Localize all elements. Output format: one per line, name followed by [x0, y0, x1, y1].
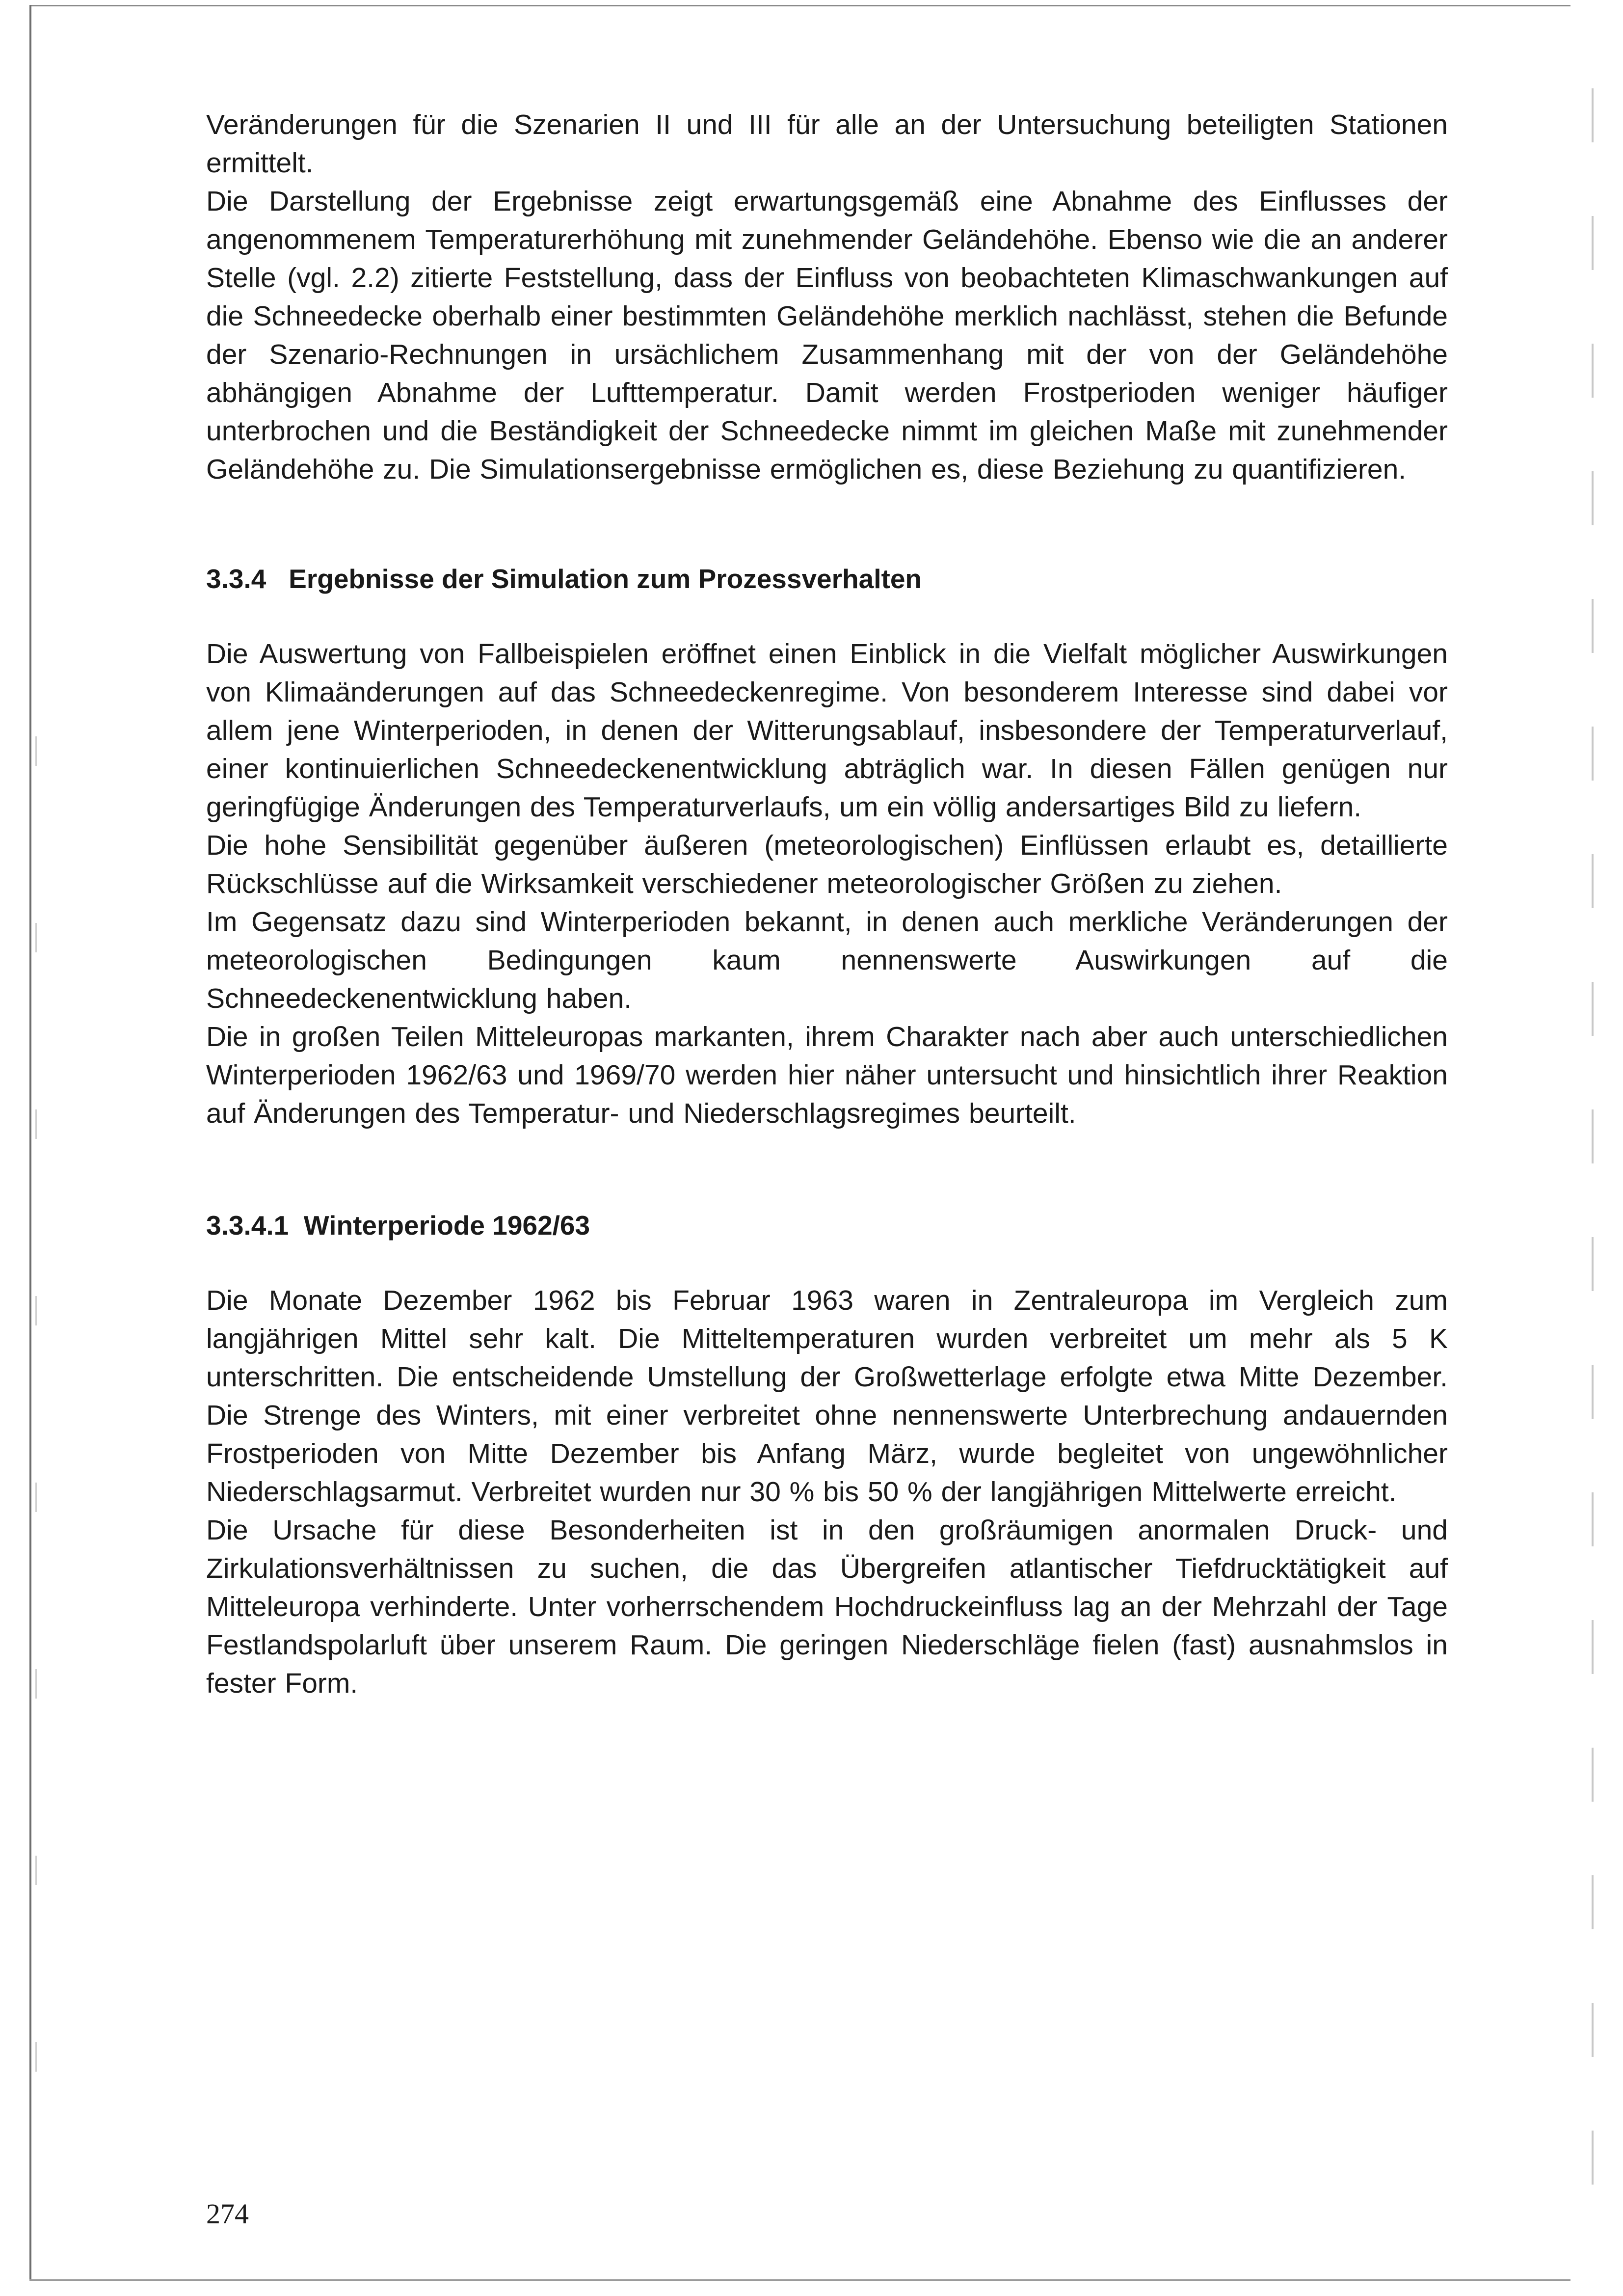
- body-paragraph: Die in großen Teilen Mitteleuropas markanten, ihrem Charakter nach aber auch unterschiedlichen Winterperioden 1962/63 und 1969/70 werden hier näher untersucht und hinsichtlich ihrer Reaktion auf Änderungen des Temperatur- und Niederschlagsregimes beurteilt.: [206, 1021, 1448, 1129]
- body-paragraph: Die Auswertung von Fallbeispielen eröffnet einen Einblick in die Vielfalt möglicher Auswirkungen von Klimaänderungen auf das Schneedeckenregime. Von besonderem Interesse sind dabei vor allem jene Winterperioden, in denen der Witterungsablauf, insbesondere der Temperaturverlauf, einer kontinuierlichen Schneedeckenentwicklung abträglich war. In diesen Fällen genügen nur geringfügige Änderungen des Temperaturverlaufs, um ein völlig andersartiges Bild zu liefern.: [206, 638, 1448, 823]
- page-number: 274: [206, 2198, 249, 2230]
- section-heading-3-3-4: 3.3.4 Ergebnisse der Simulation zum Prozessverhalten: [206, 564, 922, 594]
- section-heading-3-3-4-1: 3.3.4.1 Winterperiode 1962/63: [206, 1210, 590, 1241]
- page-body: [206, 106, 1448, 1702]
- intro-paragraph: Die Darstellung der Ergebnisse zeigt erwartungsgemäß eine Abnahme des Einflusses der angenommenem Temperaturerhöhung mit zunehmender Geländehöhe. Ebenso wie die an anderer Stelle (vgl. 2.2) zitierte Feststellung, dass der Einfluss von beobachteten Klimaschwankungen auf die Schneedecke oberhalb einer bestimmten Geländehöhe merklich nachlässt, stehen die Befunde der Szenario-Rechnungen in ursächlichem Zusammenhang mit der von der Geländehöhe abhängigen Abnahme der Lufttemperatur. Damit werden Frostperioden weniger häufiger unterbrochen und die Beständigkeit der Schneedecke nimmt im gleichen Maße mit zunehmender Geländehöhe zu. Die Simulationsergebnisse ermöglichen es, diese Beziehung zu quantifizieren.: [206, 186, 1448, 485]
- body-paragraph: Die hohe Sensibilität gegenüber äußeren (meteorologischen) Einflüssen erlaubt es, detaillierte Rückschlüsse auf die Wirksamkeit verschiedener meteorologischer Größen zu ziehen.: [206, 830, 1448, 899]
- scan-edge-marks-left: [35, 736, 37, 2160]
- intro-paragraph: Veränderungen für die Szenarien II und III für alle an der Untersuchung beteiligten Stationen ermittelt.: [206, 109, 1448, 179]
- body-paragraph: Die Monate Dezember 1962 bis Februar 1963 waren in Zentraleuropa im Vergleich zum langjährigen Mittel sehr kalt. Die Mitteltemperaturen wurden verbreitet um mehr als 5 K unterschritten. Die entscheidende Umstellung der Großwetterlage erfolgte etwa Mitte Dezember. Die Strenge des Winters, mit einer verbreitet ohne nennenswerte Unterbrechung andauernden Frostperioden von Mitte Dezember bis Anfang März, wurde begleitet von ungewöhnlicher Niederschlagsarmut. Verbreitet wurden nur 30 % bis 50 % der langjährigen Mittelwerte erreicht.: [206, 1285, 1448, 1508]
- scan-edge-marks-right: [1592, 88, 1594, 2248]
- scan-border-top: [29, 5, 1570, 6]
- body-paragraph: Im Gegensatz dazu sind Winterperioden bekannt, in denen auch merkliche Veränderungen der meteorologischen Bedingungen kaum nennenswerte Auswirkungen auf die Schneedeckenentwicklung haben.: [206, 906, 1448, 1014]
- scan-border-left: [29, 5, 31, 2280]
- scan-border-bottom: [29, 2279, 1570, 2281]
- body-paragraph: Die Ursache für diese Besonderheiten ist in den großräumigen anormalen Druck- und Zirkulationsverhältnissen zu suchen, die das Übergreifen atlantischer Tiefdrucktätigkeit auf Mitteleuropa verhinderte. Unter vorherrschendem Hochdruckeinfluss lag an der Mehrzahl der Tage Festlandspolarluft über unserem Raum. Die geringen Niederschläge fielen (fast) ausnahmslos in fester Form.: [206, 1514, 1448, 1699]
